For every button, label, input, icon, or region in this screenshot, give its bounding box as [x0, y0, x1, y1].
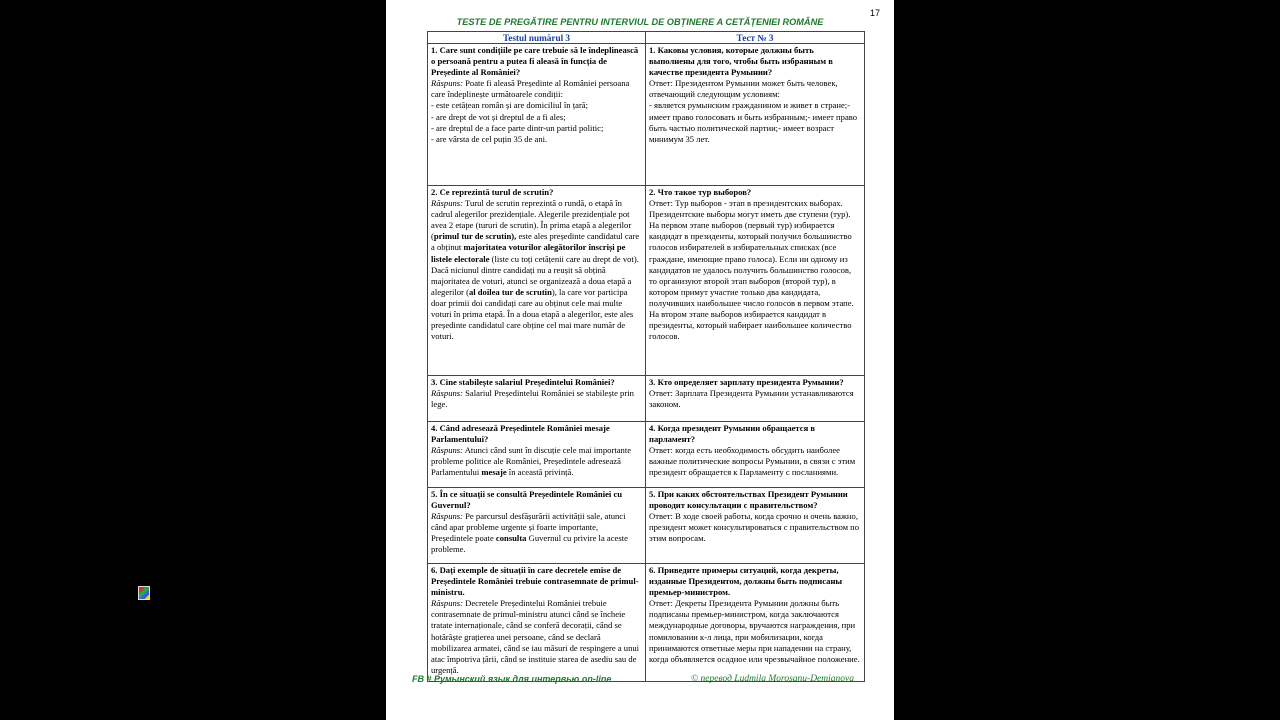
answer-text: Salariul Președintelui României se stabilește prin lege. [431, 388, 634, 410]
cell-russian [646, 376, 865, 422]
cell-russian [646, 488, 865, 564]
cell-russian [646, 422, 865, 488]
document-title: TESTE DE PREGĂTIRE PENTRU INTERVIUL DE OBȚINERE A CETĂȚENIEI ROMÂNE [456, 17, 824, 27]
table-row [428, 488, 865, 564]
question: 1. Care sunt condițiile pe care trebuie să le îndeplinească o persoană pentru a putea fi aleasă în funcția de Președinte al României? [431, 45, 639, 78]
answer-text: Ответ: Декреты Президента Румынии должны быть подписаны премьер-министром, когда заключаются международные договоры, вручаются награждения, при помиловании к-л лица, при мобилизации, когда принимаются ответные меры при нападении на страну, когда объявляется осадное или чрезвычайное положение. [649, 598, 860, 664]
answer-text: Ответ: Зарплата Президента Румынии устанавливаются законом. [649, 388, 854, 410]
footer-credit: © перевод Ludmila Moroșanu-Demianova [690, 674, 854, 684]
answer-text: în această privință. [506, 467, 574, 478]
emphasis-text: primul tur de scrutin), [433, 231, 517, 242]
answer-label: Răspuns: [431, 198, 463, 209]
answer-text: Guvernul cu privire la aceste probleme. [431, 533, 628, 555]
answer-text: Atunci când sunt în discuție cele mai importante probleme politice ale României, Președintele adresează Parlamentului [431, 445, 632, 478]
question: 5. При каких обстоятельствах Президент Румынии проводит консультации с правительством? [649, 489, 848, 511]
answer-text: Ответ: Тур выборов - этап в президентских выборах. Президентские выборы могут иметь две ступени (тур). На первом этапе выборов (первый тур) избирается кандидат в президенты, который получил большинство голосов избирателей в избирательных списках (все граждане, имеющие право голоса). Если ни одному из кандидатов не удалось получить большинство голосов, то организуют второй этап выборов (второй тур), в котором примут участие только два кандидата, получивших наибольшее число голосов в первом этапе. На втором этапе выборов избирается кандидат в президенты, который набирает наибольшее количество голосов. [649, 198, 854, 342]
header-romanian: Testul numărul 3 [428, 32, 646, 44]
table-row [428, 44, 865, 186]
answer-text: Ответ: когда есть необходимость обсудить наиболее важные политические вопросы Румынии, в связи с этим президент обращается к Парламенту с посланиями. [649, 445, 856, 478]
answer-text: Decretele Președintelui României trebuie contrasemnate de primul-ministru atunci când se încheie tratate internaționale, când se conferă decorații, când se hotărăște grațierea unei persoane, când se declară mobilizarea armatei, când se iau măsuri de respingere a unui atac împotriva țării, când se instituie starea de asediu sau de urgență. [431, 598, 640, 675]
answer-label: Răspuns: [431, 388, 463, 399]
answer-text: Ответ: Президентом Румынии может быть человек, отвечающий следующим условиям: [649, 78, 838, 100]
question: 3. Cine stabilește salariul Președintelui României? [431, 377, 615, 387]
emphasis-text: consulta [495, 533, 527, 544]
cell-russian [646, 564, 865, 682]
footer-source: FB # Румынский язык для интервью on-line [412, 674, 612, 684]
list-item: - are dreptul de a face parte dintr-un partid politic; [431, 122, 604, 133]
answer-text: este ales președinte candidatul care a obținut [431, 231, 640, 253]
cell-romanian [428, 564, 646, 682]
question: 2. Что такое тур выборов? [649, 187, 752, 197]
question: 2. Ce reprezintă turul de scrutin? [431, 187, 554, 197]
cell-russian [646, 44, 865, 186]
cell-romanian [428, 186, 646, 376]
cell-romanian [428, 44, 646, 186]
qa-table [427, 31, 865, 682]
answer-label: Răspuns: [431, 511, 463, 522]
answer-text: Pe parcursul desfășurării activității sale, atunci când apar probleme urgente și foarte importante, Președintele poate [431, 511, 626, 544]
answer-label: Răspuns: [431, 598, 463, 609]
list-item: - are vârsta de cel puțin 35 de ani. [431, 133, 548, 144]
question: 3. Кто определяет зарплату президента Румынии? [649, 377, 844, 387]
list-item: - are drept de vot și dreptul de a fi ales; [431, 111, 566, 122]
table-row [428, 376, 865, 422]
table-row [428, 564, 865, 682]
cell-russian [646, 186, 865, 376]
page-number: 17 [869, 8, 880, 18]
emphasis-text: mesaje [481, 467, 507, 478]
answer-label: Răspuns: [431, 445, 463, 456]
cell-romanian [428, 376, 646, 422]
app-icon[interactable] [138, 586, 150, 600]
answer-label: Răspuns: [431, 78, 463, 89]
answer-text: Poate fi aleasă Președinte al României persoana care îndeplinește următoarele condiții: [431, 78, 630, 100]
document-page [386, 0, 894, 720]
list-item: - este cetățean român și are domiciliul în țară; [431, 100, 589, 111]
answer-text: ), la care vor participa doar primii doi candidați care au obținut cele mai multe voturi în prima etapă. În a doua etapă a alegerilor, este ales președinte candidatul care obține cel mai mare număr de voturi. [431, 286, 634, 342]
table-header-row [428, 32, 865, 44]
question: 4. Când adresează Președintele României mesaje Parlamentului? [431, 423, 610, 445]
emphasis-text: majoritatea voturilor alegătorilor înscriși pe listele electorale [431, 242, 626, 264]
question: 6. Приведите примеры ситуаций, когда декреты, изданные Президентом, должны быть подписаны премьер-министром. [649, 565, 843, 598]
question: 4. Когда президент Румынии обращается в парламент? [649, 423, 816, 445]
question: 6. Dați exemple de situații în care decretele emise de Președintele României trebuie contrasemnate de primul-ministru. [431, 565, 639, 598]
answer-text: Ответ: В ходе своей работы, когда срочно и очень важно, президент может консультироваться с правительством по этим вопросам. [649, 511, 860, 544]
list-item: - является румынским гражданином и живет в стране;- имеет право голосовать и быть избранным;- имеет право быть частью политической партии;- имеет возраст минимум 35 лет. [649, 100, 858, 144]
table-row [428, 186, 865, 376]
question: 5. În ce situații se consultă Președintele României cu Guvernul? [431, 489, 623, 511]
answer-text: (liste cu toți cetățenii care au drept de vot). Dacă niciunul dintre candidați nu a reușit să obțină majoritatea de voturi, atunci se organizează a doua etapă a alegerilor ( [431, 253, 639, 297]
header-russian: Тест № 3 [646, 32, 865, 44]
answer-text: Turul de scrutin reprezintă o rundă, o etapă în cadrul alegerilor prezidențiale. Alegerile prezidențiale pot avea 2 etape (tururi de scrutin). În prima etapă a alegerilor ( [431, 198, 632, 242]
cell-romanian [428, 488, 646, 564]
emphasis-text: al doilea tur de scrutin [468, 286, 552, 297]
question: 1. Каковы условия, которые должны быть выполнены для того, чтобы быть избранным в качестве президента Румынии? [649, 45, 833, 78]
table-row [428, 422, 865, 488]
cell-romanian [428, 422, 646, 488]
